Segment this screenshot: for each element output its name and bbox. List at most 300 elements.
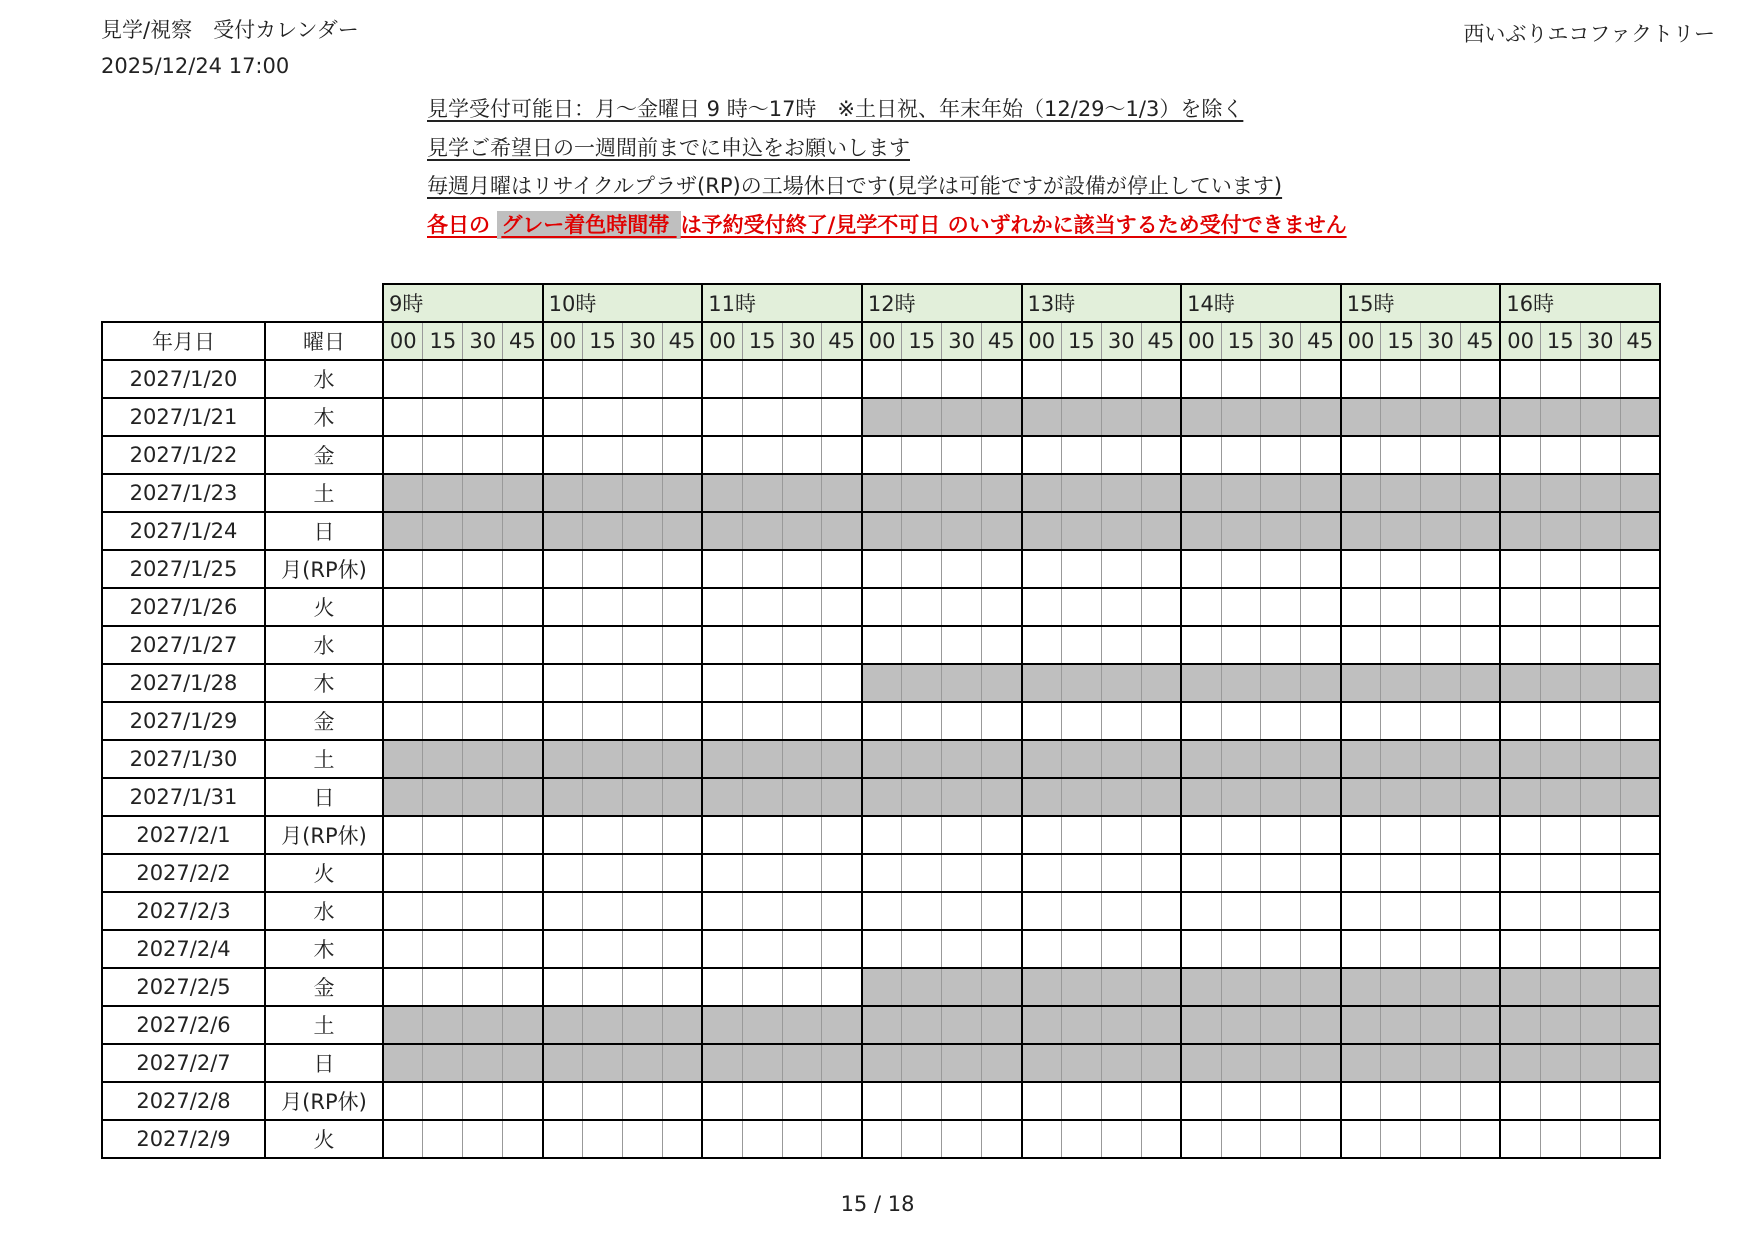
time-slot [902,892,942,930]
time-slot-unavailable [1061,1044,1101,1082]
time-slot [782,1082,822,1120]
time-slot-unavailable [822,740,862,778]
time-slot [822,436,862,474]
time-slot-unavailable [1500,1044,1540,1082]
time-slot [1261,436,1301,474]
time-slot [1460,930,1500,968]
time-slot [463,968,503,1006]
time-slot [1620,930,1660,968]
time-slot [1261,930,1301,968]
time-slot-unavailable [1540,1044,1580,1082]
time-slot [1221,1120,1261,1158]
time-slot [782,816,822,854]
time-slot [942,816,982,854]
minute-header-row [102,322,1660,360]
weekday-cell: 水 [265,360,383,398]
time-slot-unavailable [942,512,982,550]
time-slot [942,1120,982,1158]
time-slot [862,626,902,664]
time-slot-unavailable [982,1044,1022,1082]
time-slot [1221,626,1261,664]
time-slot [942,930,982,968]
time-slot-unavailable [942,1006,982,1044]
time-slot [782,854,822,892]
time-slot [702,588,742,626]
hour-header-cell: 16時 [1500,284,1660,322]
time-slot-unavailable [503,512,543,550]
time-slot-unavailable [1061,740,1101,778]
time-slot [1540,588,1580,626]
time-slot-unavailable [1580,664,1620,702]
time-slot [662,588,702,626]
time-slot-unavailable [1620,512,1660,550]
calendar-row [102,436,1660,474]
time-slot [1022,702,1062,740]
date-cell: 2027/2/4 [102,930,265,968]
time-slot-unavailable [543,474,583,512]
minute-header-cell: 30 [1101,322,1141,360]
calendar-row [102,360,1660,398]
time-slot [1460,588,1500,626]
time-slot [1381,892,1421,930]
time-slot [1341,854,1381,892]
time-slot [583,664,623,702]
date-cell: 2027/1/22 [102,436,265,474]
time-slot-unavailable [982,398,1022,436]
time-slot [463,702,503,740]
time-slot-unavailable [1022,664,1062,702]
time-slot [1341,930,1381,968]
time-slot [1381,588,1421,626]
time-slot-unavailable [1341,778,1381,816]
time-slot-unavailable [1421,512,1461,550]
time-slot [982,702,1022,740]
time-slot [503,588,543,626]
time-slot [662,892,702,930]
calendar-row [102,816,1660,854]
time-slot-unavailable [862,1006,902,1044]
time-slot [862,930,902,968]
time-slot [1500,854,1540,892]
time-slot [662,854,702,892]
time-slot-unavailable [702,778,742,816]
time-slot [1022,550,1062,588]
hour-header-cell: 9時 [383,284,543,322]
time-slot [862,550,902,588]
time-slot [503,398,543,436]
time-slot [622,588,662,626]
time-slot-unavailable [1580,968,1620,1006]
time-slot [1381,550,1421,588]
time-slot-unavailable [982,968,1022,1006]
time-slot [702,398,742,436]
time-slot [1460,1120,1500,1158]
time-slot [503,550,543,588]
time-slot [423,892,463,930]
time-slot-unavailable [742,512,782,550]
time-slot [622,1082,662,1120]
header-spacer [102,284,265,322]
minute-header-cell: 15 [1540,322,1580,360]
column-header-day: 曜日 [265,322,383,360]
time-slot [1580,892,1620,930]
calendar-row [102,1082,1660,1120]
time-slot-unavailable [1022,474,1062,512]
time-slot-unavailable [383,1006,423,1044]
time-slot [622,892,662,930]
time-slot-unavailable [1261,398,1301,436]
time-slot [1500,550,1540,588]
time-slot [1620,702,1660,740]
time-slot-unavailable [1101,474,1141,512]
time-slot [942,854,982,892]
time-slot [543,436,583,474]
time-slot [1421,702,1461,740]
time-slot-unavailable [1221,664,1261,702]
time-slot [622,930,662,968]
time-slot-unavailable [1261,778,1301,816]
time-slot-unavailable [1421,740,1461,778]
weekday-cell: 月(RP休) [265,1082,383,1120]
time-slot-unavailable [1061,778,1101,816]
time-slot [982,1082,1022,1120]
time-slot-unavailable [1022,740,1062,778]
time-slot-unavailable [662,778,702,816]
minute-header-cell: 45 [662,322,702,360]
time-slot [1261,892,1301,930]
time-slot-unavailable [383,778,423,816]
time-slot-unavailable [1261,1044,1301,1082]
time-slot [1421,626,1461,664]
time-slot [383,702,423,740]
time-slot [1460,360,1500,398]
time-slot-unavailable [1301,398,1341,436]
time-slot [423,626,463,664]
time-slot [1301,702,1341,740]
time-slot [423,398,463,436]
time-slot-unavailable [423,512,463,550]
time-slot [822,398,862,436]
time-slot-unavailable [1181,1006,1221,1044]
time-slot-unavailable [1101,512,1141,550]
time-slot [463,360,503,398]
date-cell: 2027/2/8 [102,1082,265,1120]
time-slot [1421,360,1461,398]
time-slot [1381,930,1421,968]
minute-header-cell: 30 [782,322,822,360]
time-slot [543,702,583,740]
time-slot [1580,1082,1620,1120]
time-slot [543,626,583,664]
time-slot [1061,702,1101,740]
minute-header-cell: 00 [1181,322,1221,360]
minute-header-cell: 15 [742,322,782,360]
time-slot [742,550,782,588]
time-slot [702,892,742,930]
time-slot [1022,816,1062,854]
time-slot [1261,626,1301,664]
time-slot [1181,360,1221,398]
time-slot [1141,1082,1181,1120]
minute-header-cell: 15 [583,322,623,360]
time-slot [862,816,902,854]
time-slot [1341,1082,1381,1120]
time-slot-unavailable [503,740,543,778]
time-slot [1580,550,1620,588]
time-slot [902,816,942,854]
time-slot-unavailable [1460,778,1500,816]
time-slot-unavailable [982,778,1022,816]
calendar-row [102,512,1660,550]
time-slot-unavailable [423,740,463,778]
time-slot [1022,930,1062,968]
time-slot-unavailable [383,474,423,512]
time-slot [543,550,583,588]
time-slot [503,854,543,892]
calendar-row [102,892,1660,930]
time-slot [1580,588,1620,626]
time-slot [902,588,942,626]
time-slot [1421,588,1461,626]
time-slot-unavailable [1341,740,1381,778]
weekday-cell: 火 [265,588,383,626]
time-slot-unavailable [463,1006,503,1044]
time-slot-unavailable [742,778,782,816]
time-slot [1141,588,1181,626]
date-cell: 2027/2/2 [102,854,265,892]
time-slot-unavailable [622,1006,662,1044]
time-slot [1181,1120,1221,1158]
time-slot-unavailable [822,1044,862,1082]
time-slot-unavailable [902,1006,942,1044]
time-slot [1261,854,1301,892]
time-slot [1421,816,1461,854]
time-slot-unavailable [1460,1006,1500,1044]
minute-header-cell: 45 [1141,322,1181,360]
weekday-cell: 木 [265,930,383,968]
time-slot [1341,436,1381,474]
time-slot [702,816,742,854]
time-slot-unavailable [902,398,942,436]
time-slot-unavailable [1341,664,1381,702]
weekday-cell: 木 [265,398,383,436]
time-slot [423,1082,463,1120]
time-slot-unavailable [742,474,782,512]
time-slot [822,1082,862,1120]
time-slot [1381,360,1421,398]
time-slot-unavailable [1301,512,1341,550]
time-slot-unavailable [822,474,862,512]
time-slot-unavailable [1301,1006,1341,1044]
time-slot-unavailable [1500,512,1540,550]
time-slot [1061,550,1101,588]
minute-header-cell: 00 [862,322,902,360]
time-slot [1022,588,1062,626]
time-slot-unavailable [1181,1044,1221,1082]
time-slot-unavailable [782,778,822,816]
notices [427,94,1347,248]
time-slot [503,626,543,664]
time-slot [1301,626,1341,664]
time-slot-unavailable [1421,1006,1461,1044]
time-slot [662,1120,702,1158]
minute-header-cell: 30 [622,322,662,360]
time-slot [583,968,623,1006]
time-slot [982,588,1022,626]
time-slot [822,360,862,398]
time-slot-unavailable [1540,512,1580,550]
time-slot [702,664,742,702]
column-header-date: 年月日 [102,322,265,360]
time-slot [583,892,623,930]
time-slot [583,360,623,398]
time-slot-unavailable [1620,740,1660,778]
time-slot [1061,1082,1101,1120]
time-slot [423,702,463,740]
time-slot [543,930,583,968]
time-slot-unavailable [1022,1044,1062,1082]
time-slot-unavailable [1500,398,1540,436]
time-slot [742,930,782,968]
time-slot-unavailable [1261,474,1301,512]
time-slot [1221,854,1261,892]
time-slot [1460,626,1500,664]
date-cell: 2027/1/29 [102,702,265,740]
time-slot-unavailable [982,474,1022,512]
time-slot-unavailable [1620,778,1660,816]
time-slot [1580,626,1620,664]
time-slot [942,360,982,398]
time-slot [1301,854,1341,892]
time-slot-unavailable [1301,474,1341,512]
time-slot-unavailable [1381,398,1421,436]
time-slot [383,816,423,854]
time-slot [1181,930,1221,968]
time-slot-unavailable [982,740,1022,778]
time-slot-unavailable [1101,1044,1141,1082]
time-slot [383,892,423,930]
time-slot-unavailable [1421,968,1461,1006]
time-slot-unavailable [862,740,902,778]
time-slot [1022,854,1062,892]
time-slot [1421,854,1461,892]
time-slot [822,1120,862,1158]
time-slot [862,436,902,474]
time-slot [782,436,822,474]
time-slot-unavailable [1540,778,1580,816]
date-cell: 2027/1/27 [102,626,265,664]
time-slot [383,664,423,702]
time-slot [1540,892,1580,930]
time-slot [902,360,942,398]
time-slot [503,664,543,702]
time-slot-unavailable [1221,740,1261,778]
time-slot-unavailable [862,474,902,512]
hour-header-cell: 13時 [1022,284,1182,322]
time-slot [742,1120,782,1158]
time-slot-unavailable [1022,778,1062,816]
time-slot-unavailable [1460,398,1500,436]
weekday-cell: 木 [265,664,383,702]
time-slot-unavailable [902,1044,942,1082]
time-slot [1101,1082,1141,1120]
time-slot [1540,854,1580,892]
time-slot [942,588,982,626]
calendar-row [102,474,1660,512]
time-slot [383,588,423,626]
time-slot [1101,1120,1141,1158]
time-slot [782,930,822,968]
time-slot [1460,892,1500,930]
time-slot-unavailable [1061,664,1101,702]
time-slot [1022,436,1062,474]
time-slot [822,702,862,740]
time-slot [822,550,862,588]
time-slot [1061,1120,1101,1158]
time-slot-unavailable [463,512,503,550]
time-slot [1141,1120,1181,1158]
time-slot-unavailable [463,474,503,512]
time-slot-unavailable [822,512,862,550]
time-slot [942,626,982,664]
time-slot [543,1120,583,1158]
header-spacer [265,284,383,322]
time-slot [423,816,463,854]
time-slot-unavailable [1061,1006,1101,1044]
time-slot [583,436,623,474]
time-slot [1460,854,1500,892]
time-slot [1221,816,1261,854]
time-slot [1221,930,1261,968]
reservation-calendar-table [101,283,1661,1159]
time-slot [1181,1082,1221,1120]
time-slot-unavailable [1500,664,1540,702]
time-slot [1540,930,1580,968]
time-slot [1061,360,1101,398]
time-slot-unavailable [782,474,822,512]
time-slot-unavailable [583,778,623,816]
time-slot-unavailable [702,740,742,778]
time-slot-unavailable [1421,398,1461,436]
time-slot [383,930,423,968]
minute-header-cell: 30 [1580,322,1620,360]
time-slot [503,930,543,968]
time-slot-unavailable [1460,664,1500,702]
time-slot [1022,360,1062,398]
time-slot-unavailable [1141,474,1181,512]
time-slot [1580,930,1620,968]
time-slot [463,930,503,968]
time-slot [1421,1120,1461,1158]
time-slot-unavailable [902,512,942,550]
time-slot [702,436,742,474]
document-timestamp: 2025/12/24 17:00 [101,54,290,78]
date-cell: 2027/1/30 [102,740,265,778]
time-slot-unavailable [463,778,503,816]
time-slot-unavailable [1580,398,1620,436]
time-slot-unavailable [1341,512,1381,550]
weekday-cell: 土 [265,1006,383,1044]
time-slot-unavailable [1221,512,1261,550]
time-slot [782,892,822,930]
time-slot [622,550,662,588]
time-slot [1500,702,1540,740]
time-slot [942,702,982,740]
calendar-row [102,740,1660,778]
time-slot [1381,436,1421,474]
time-slot [1540,360,1580,398]
time-slot [822,892,862,930]
